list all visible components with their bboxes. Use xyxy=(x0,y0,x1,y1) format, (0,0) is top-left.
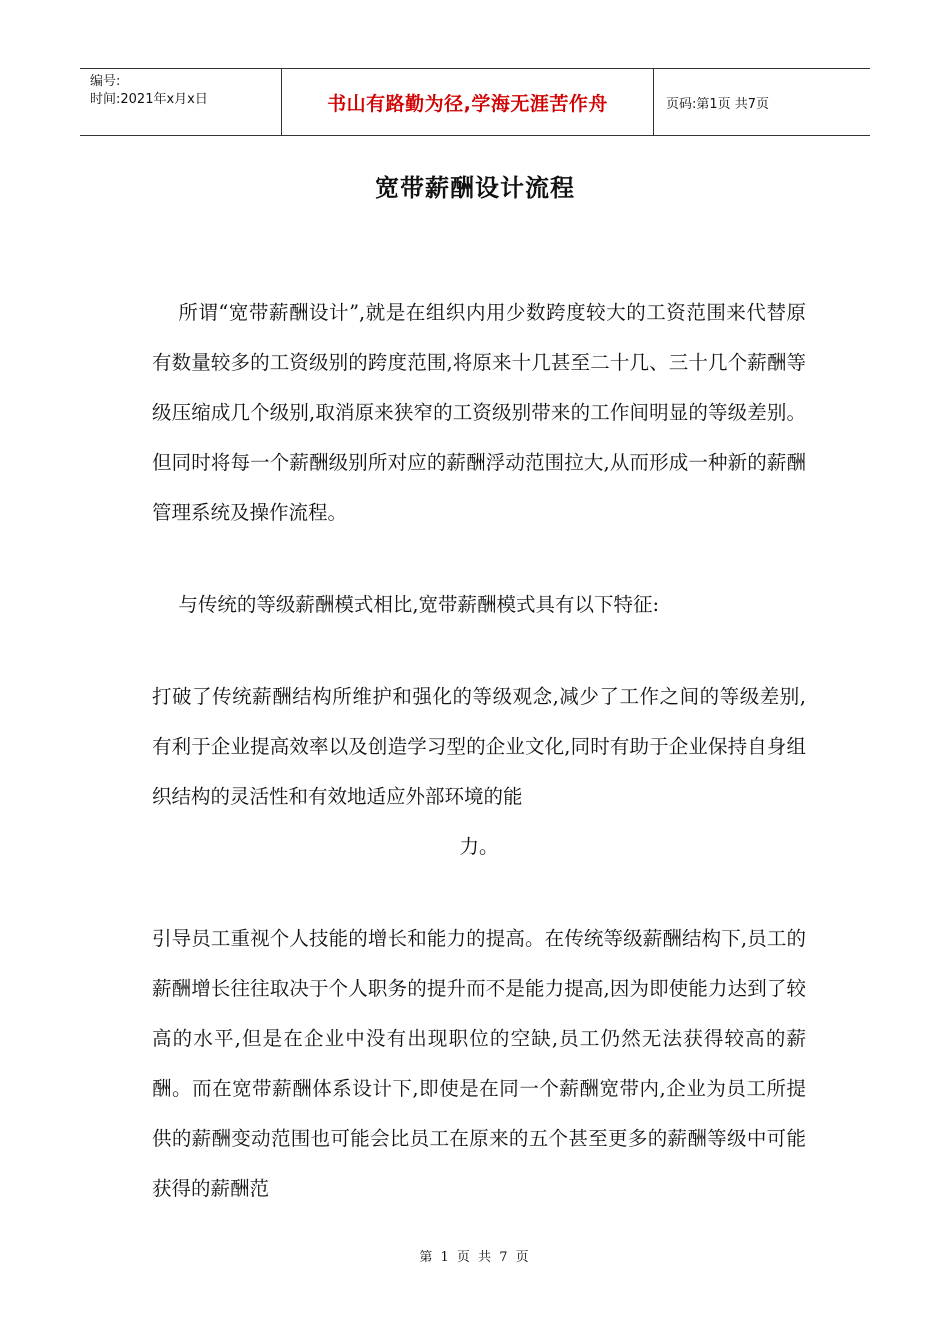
paragraph-feature-2: 引导员工重视个人技能的增长和能力的提高。在传统等级薪酬结构下,员工的薪酬增长往往取决于个人职务的提升而不是能力提高,因为即使能力达到了较高的水平,但是在企业中没有出现职位的空缺,员工仍然无法获得较高的薪酬。而在宽带薪酬体系设计下,即使是在同一个薪酬宽带内,企业为员工所提供的薪酬变动范围也可能会比员工在原来的五个甚至更多的薪酬等级中可能获得的薪酬范 xyxy=(152,927,806,1200)
document-title: 宽带薪酬设计流程 xyxy=(375,173,575,202)
paragraph-spacer xyxy=(152,630,806,672)
paragraph-feature-1: 打破了传统薪酬结构所维护和强化的等级观念,减少了工作之间的等级差别,有利于企业提高效率以及创造学习型的企业文化,同时有助于企业保持自身组织结构的灵活性和有效地适应外部环境的能 xyxy=(152,685,806,808)
paragraph-feature-1-tail: 力。 xyxy=(459,835,499,858)
header-motto: 书山有路勤为径,学海无涯苦作舟 xyxy=(327,92,608,115)
page-header xyxy=(80,68,870,136)
page-footer: 第 1 页 共 7 页 xyxy=(419,1250,531,1265)
header-motto-cell xyxy=(282,69,654,135)
header-meta-cell xyxy=(80,69,282,135)
header-page-cell xyxy=(654,69,870,135)
paragraph-spacer xyxy=(152,872,806,914)
paragraph-comparison-intro: 与传统的等级薪酬模式相比,宽带薪酬模式具有以下特征: xyxy=(178,593,660,616)
paragraph-definition: 所谓“宽带薪酬设计”,就是在组织内用少数跨度较大的工资范围来代替原有数量较多的工资级别的跨度范围,将原来十几甚至二十几、三十几个薪酬等级压缩成几个级别,取消原来狭窄的工资级别带来的工作间明显的等级差别。但同时将每一个薪酬级别所对应的薪酬浮动范围拉大,从而形成一种新的薪酬管理系统及操作流程。 xyxy=(152,301,806,524)
document-body xyxy=(152,288,806,1214)
header-page-info: 页码:第1页 共7页 xyxy=(666,96,770,112)
document-date-label: 时间:2021年x月x日 xyxy=(90,92,208,107)
document-number-label: 编号: xyxy=(90,74,121,89)
paragraph-spacer xyxy=(152,538,806,580)
